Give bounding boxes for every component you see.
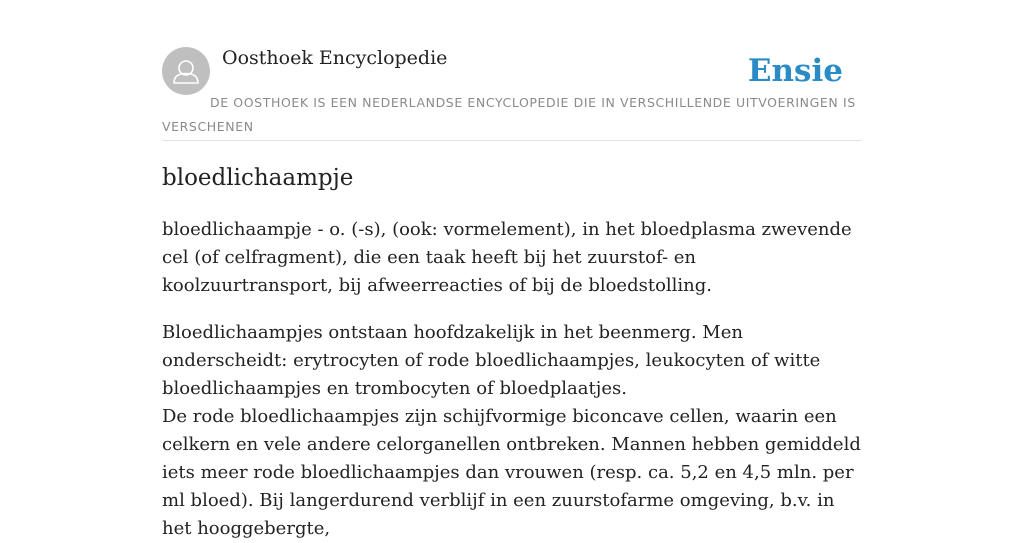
entry-content: [162, 216, 867, 543]
entry-title: bloedlichaampje: [162, 165, 354, 191]
body-paragraph: De rode bloedlichaampjes zijn schijfvormige biconcave cellen, waarin een celkern en vele andere celorganellen ontbreken. Mannen hebben gemiddeld iets meer rode bloedlichaampjes dan vrouwen (resp. ca. 5,2 en 4,5 mln. per ml bloed). Bij langerdurend verblijf in een zuurstofarme omgeving, b.v. in het hooggebergte,: [162, 406, 861, 539]
source-header: [162, 46, 862, 141]
user-icon[interactable]: [162, 47, 210, 95]
definition-paragraph: bloedlichaampje - o. (-s), (ook: vormelement), in het bloedplasma zwevende cel (of celfragment), die een taak heeft bij het zuurstof- en koolzuurtransport, bij afweerreacties of bij de bloedstolling.: [162, 219, 852, 296]
body-paragraph: Bloedlichaampjes ontstaan hoofdzakelijk in het beenmerg. Men onderscheidt: erytrocyten of rode bloedlichaampjes, leukocyten of witte bloedlichaampjes en trombocyten of bloedplaatjes.: [162, 322, 821, 399]
source-tagline: DE OOSTHOEK IS EEN NEDERLANDSE ENCYCLOPEDIE DIE IN VERSCHILLENDE UITVOERINGEN IS VERSCHENEN: [162, 95, 856, 134]
avatar-glyph: [162, 47, 210, 95]
ensie-logo-link[interactable]: Ensie: [747, 53, 843, 89]
source-name-link[interactable]: Oosthoek Encyclopedie: [222, 47, 448, 69]
